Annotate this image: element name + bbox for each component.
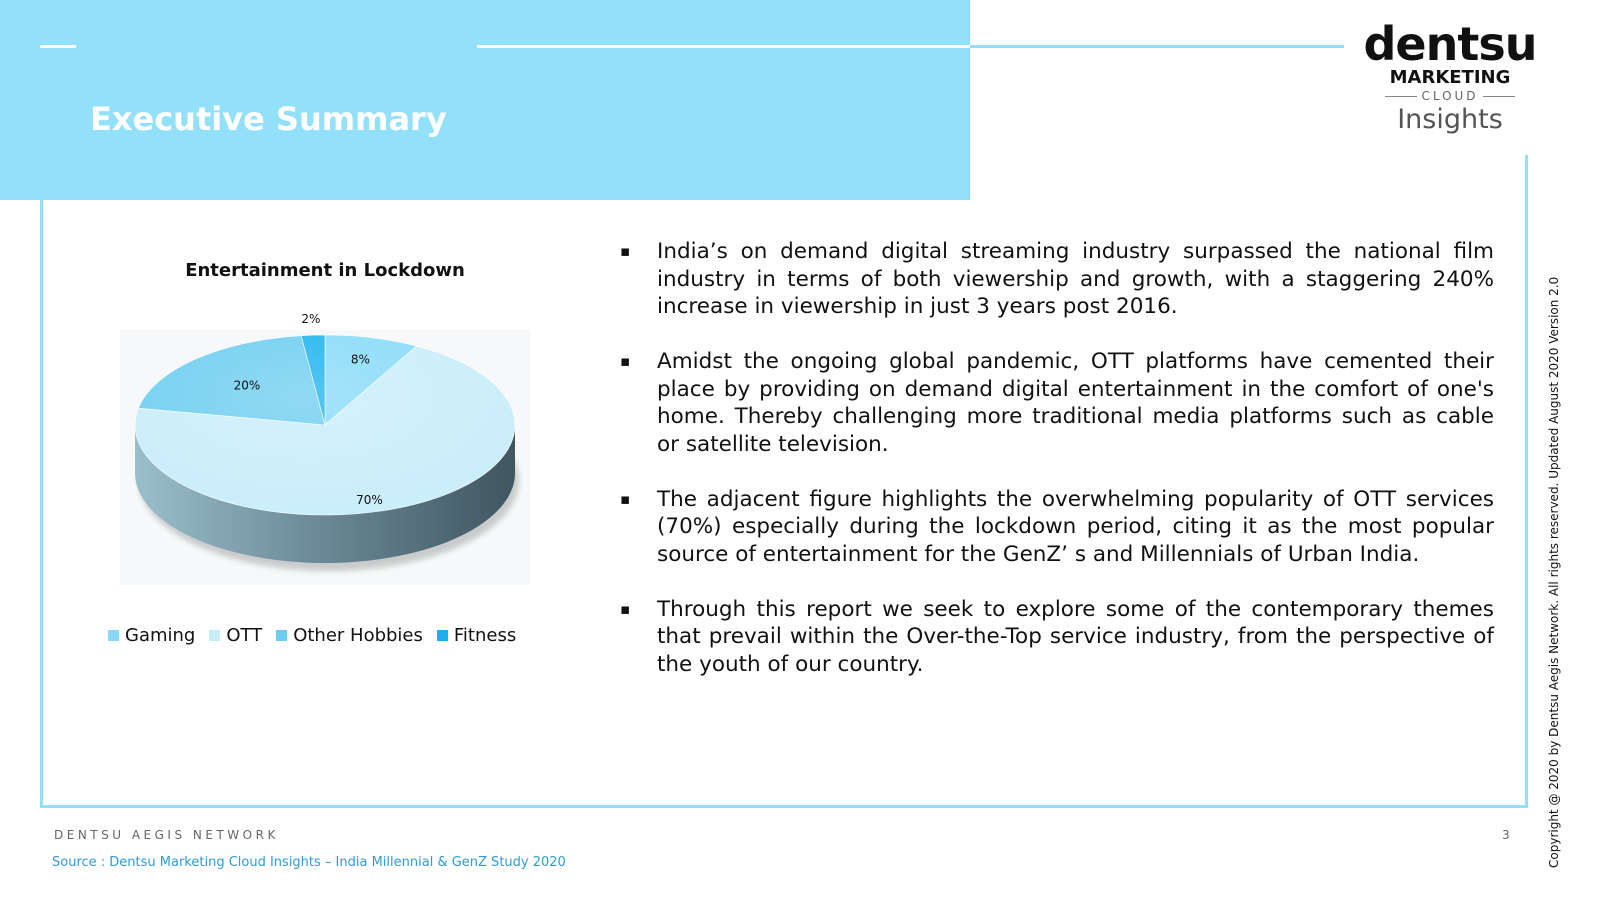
bullet-text: India’s on demand digital streaming industry surpassed the national film industry in terms of both viewership and growth, with a staggering 240% increase in viewership in just 3 years post 2016. xyxy=(657,239,1494,319)
logo-cloud xyxy=(1350,88,1550,104)
legend-label: OTT xyxy=(226,625,263,646)
bullet-text: Amidst the ongoing global pandemic, OTT platforms have cemented their place by providing on demand digital entertainment in the comfort of one's home. Thereby challenging more traditional media platforms such as cable or satellite television. xyxy=(657,349,1494,457)
square-bullet-icon: ▪ xyxy=(620,599,631,618)
chart-title: Entertainment in Lockdown xyxy=(185,260,465,281)
header-rule-middle xyxy=(477,45,970,48)
pie-data-label: 70% xyxy=(356,492,383,507)
bullet-item xyxy=(620,486,1494,569)
summary-bullets xyxy=(620,238,1494,706)
bullet-item xyxy=(620,238,1494,321)
header-rule-left xyxy=(40,45,76,48)
bullet-item xyxy=(620,348,1494,458)
page-title: Executive Summary xyxy=(90,100,447,138)
frame-left-border xyxy=(40,45,43,808)
legend-swatch xyxy=(209,630,220,641)
copyright-note: Copyright @ 2020 by Dentsu Aegis Network. All rights reserved. Updated August 2020 Version 2.0 xyxy=(1547,276,1561,868)
pie-chart xyxy=(120,300,530,590)
logo-cloud-text: CLOUD xyxy=(1421,89,1479,103)
legend-item xyxy=(276,625,423,646)
legend-swatch xyxy=(437,630,448,641)
logo-marketing: MARKETING xyxy=(1389,67,1511,88)
legend-swatch xyxy=(276,630,287,641)
square-bullet-icon: ▪ xyxy=(620,489,631,508)
pie-data-label: 20% xyxy=(233,378,261,393)
legend-item xyxy=(437,625,516,646)
logo-wordmark: dentsu xyxy=(1363,17,1537,71)
legend-label: Other Hobbies xyxy=(293,625,423,646)
square-bullet-icon: ▪ xyxy=(620,352,631,370)
page-number: 3 xyxy=(1502,828,1510,842)
square-bullet-icon: ▪ xyxy=(620,242,631,260)
pie-data-label: 8% xyxy=(350,352,370,367)
logo-insights: Insights xyxy=(1397,104,1503,135)
bullet-item xyxy=(620,596,1494,679)
footer-network: DENTSU AEGIS NETWORK xyxy=(54,828,279,842)
source-note: Source : Dentsu Marketing Cloud Insights – India Millennial & GenZ Study 2020 xyxy=(52,855,566,870)
bullet-text: Through this report we seek to explore some of the contemporary themes that prevail within the Over-the-Top service industry, from the perspective of the youth of our country. xyxy=(657,596,1494,677)
frame-bottom-border xyxy=(40,805,1528,808)
legend-item xyxy=(108,625,195,646)
pie-data-label: 2% xyxy=(301,312,321,327)
legend-label: Fitness xyxy=(453,625,517,646)
dentsu-logo xyxy=(1350,18,1550,148)
pie-highlight xyxy=(135,335,515,515)
header-rule-right xyxy=(970,45,1344,48)
frame-right-border xyxy=(1525,155,1528,808)
legend-swatch xyxy=(108,630,119,641)
legend-label: Gaming xyxy=(125,625,196,646)
bullet-text: The adjacent figure highlights the overwhelming popularity of OTT services (70%) especially during the lockdown period, citing it as the most popular source of entertainment for the GenZ’ s and Millennials of Urban India. xyxy=(657,486,1494,567)
legend-item xyxy=(209,625,262,646)
chart-legend xyxy=(108,625,516,646)
